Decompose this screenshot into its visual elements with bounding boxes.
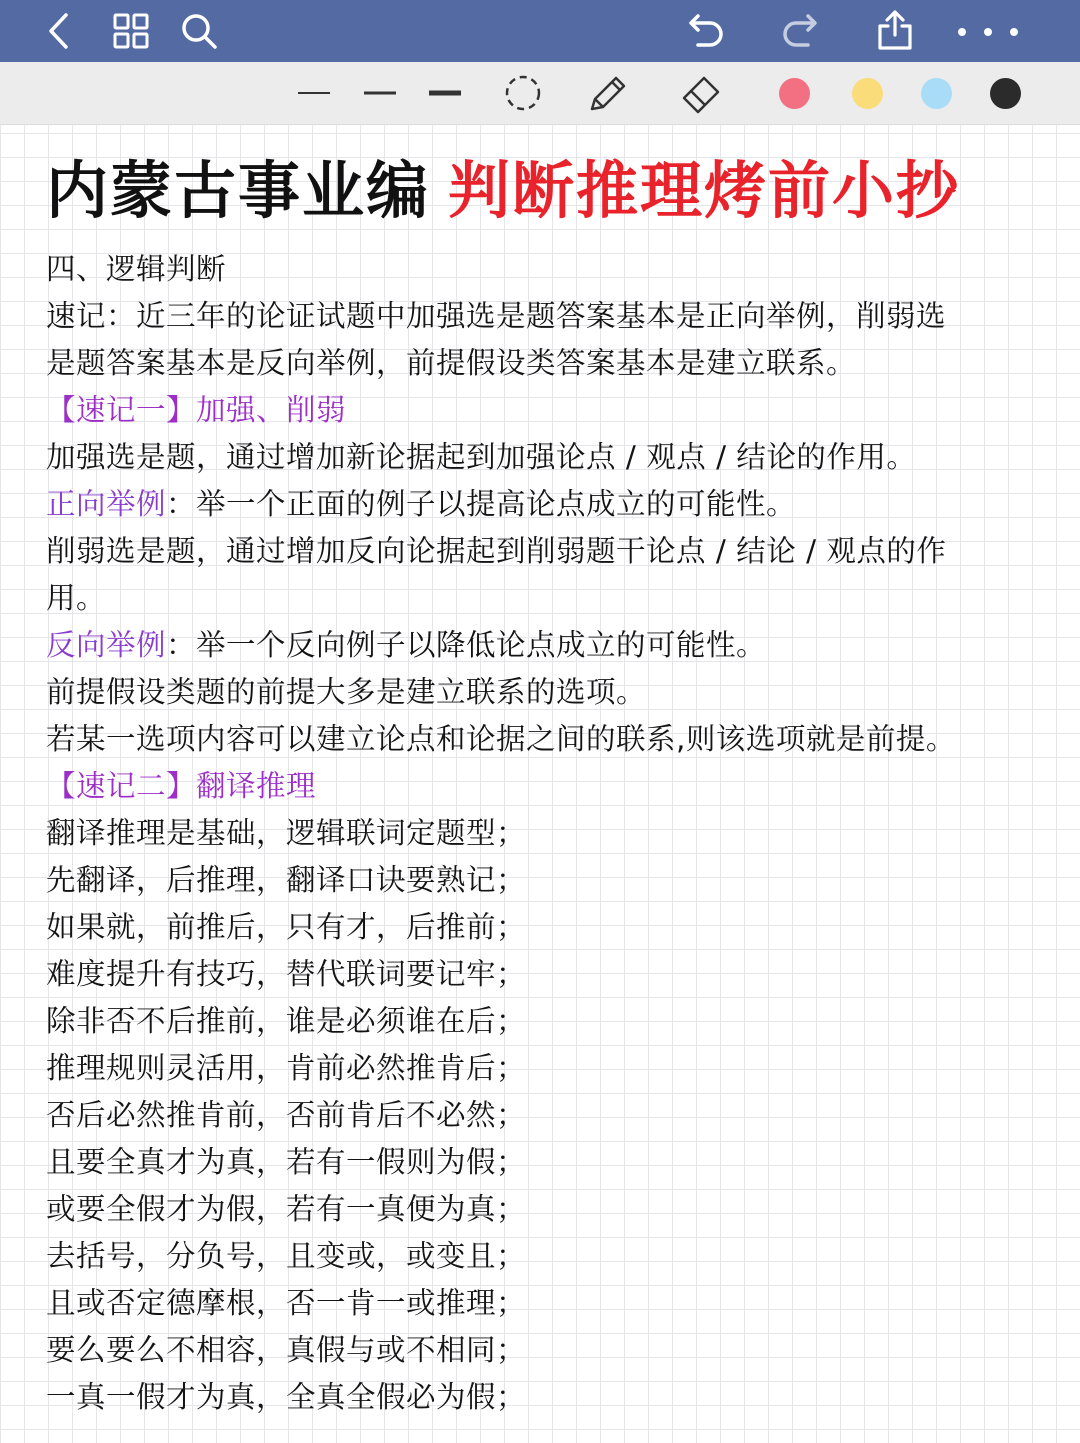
verse-line: 要么要么不相容，真假与或不相同； <box>46 1333 527 1367</box>
undo-icon[interactable] <box>684 8 730 54</box>
pencil-icon[interactable] <box>584 72 630 114</box>
top-app-bar <box>0 0 1080 62</box>
redo-icon[interactable] <box>776 8 822 54</box>
premise-line-1: 前提假设类题的前提大多是建立联系的选项。 <box>46 675 647 709</box>
more-icon[interactable] <box>950 8 1030 54</box>
weaken-line-1: 削弱选是题，通过增加反向论据起到削弱题干论点 / 结论 / 观点的作 <box>46 534 947 568</box>
color-swatch-blue[interactable] <box>921 78 952 109</box>
premise-line-2: 若某一选项内容可以建立论点和论据之间的联系,则该选项就是前提。 <box>46 722 956 756</box>
verse-line: 且或否定德摩根，否一肯一或推理； <box>46 1286 527 1320</box>
verse-line: 一真一假才为真，全真全假必为假； <box>46 1380 527 1414</box>
verse-line: 或要全假才为假，若有一真便为真； <box>46 1192 527 1226</box>
verse-line: 推理规则灵活用，肯前必然推肯后； <box>46 1051 527 1085</box>
negative-example-label: 反向举例 <box>46 628 167 662</box>
note-content <box>46 246 1046 1421</box>
strengthen-text: 加强选是题，通过增加新论据起到加强论点 / 观点 / 结论的作用。 <box>46 440 917 474</box>
search-icon[interactable] <box>176 8 222 54</box>
lasso-icon[interactable] <box>500 72 546 114</box>
heading-memo-2: 【速记二】翻译推理 <box>46 769 317 803</box>
title-region: 内蒙古事业编 <box>46 154 431 227</box>
page-title <box>46 150 1056 232</box>
color-swatch-yellow[interactable] <box>852 78 883 109</box>
verse-line: 否后必然推肯前，否前肯后不必然； <box>46 1098 527 1132</box>
grid-icon[interactable] <box>108 8 154 54</box>
share-icon[interactable] <box>872 8 918 54</box>
verse-line: 翻译推理是基础，逻辑联词定题型； <box>46 816 527 850</box>
verse-line: 如果就，前推后，只有才，后推前； <box>46 910 527 944</box>
verse-line: 且要全真才为真，若有一假则为假； <box>46 1145 527 1179</box>
drawing-toolbar <box>0 62 1080 125</box>
verse-line: 先翻译，后推理，翻译口诀要熟记； <box>46 863 527 897</box>
medium-stroke-icon[interactable] <box>362 72 398 114</box>
heading-memo-1: 【速记一】加强、削弱 <box>46 393 347 427</box>
eraser-icon[interactable] <box>678 72 724 114</box>
back-icon[interactable] <box>36 8 82 54</box>
positive-example-label: 正向举例 <box>46 487 167 521</box>
section-heading: 四、逻辑判断 <box>46 252 227 286</box>
verse-line: 难度提升有技巧，替代联词要记牢； <box>46 957 527 991</box>
memo-line-2: 是题答案基本是反向举例，前提假设类答案基本是建立联系。 <box>46 346 857 380</box>
verse-line: 去括号，分负号，且变或，或变且； <box>46 1239 527 1273</box>
weaken-line-2: 用。 <box>46 581 107 615</box>
color-swatch-black[interactable] <box>990 78 1021 109</box>
positive-example-text: ：举一个正面的例子以提高论点成立的可能性。 <box>166 487 797 521</box>
memo-line-1: 速记：近三年的论证试题中加强选是题答案基本是正向举例，削弱选 <box>46 299 947 333</box>
thick-stroke-icon[interactable] <box>427 72 463 114</box>
thin-stroke-icon[interactable] <box>296 72 332 114</box>
negative-example-line <box>46 622 1046 669</box>
title-topic: 判断推理烤前小抄 <box>448 154 961 227</box>
verse-line: 除非否不后推前，谁是必须谁在后； <box>46 1004 527 1038</box>
positive-example-line <box>46 481 1046 528</box>
negative-example-text: ：举一个反向例子以降低论点成立的可能性。 <box>166 628 767 662</box>
color-swatch-pink[interactable] <box>779 78 810 109</box>
